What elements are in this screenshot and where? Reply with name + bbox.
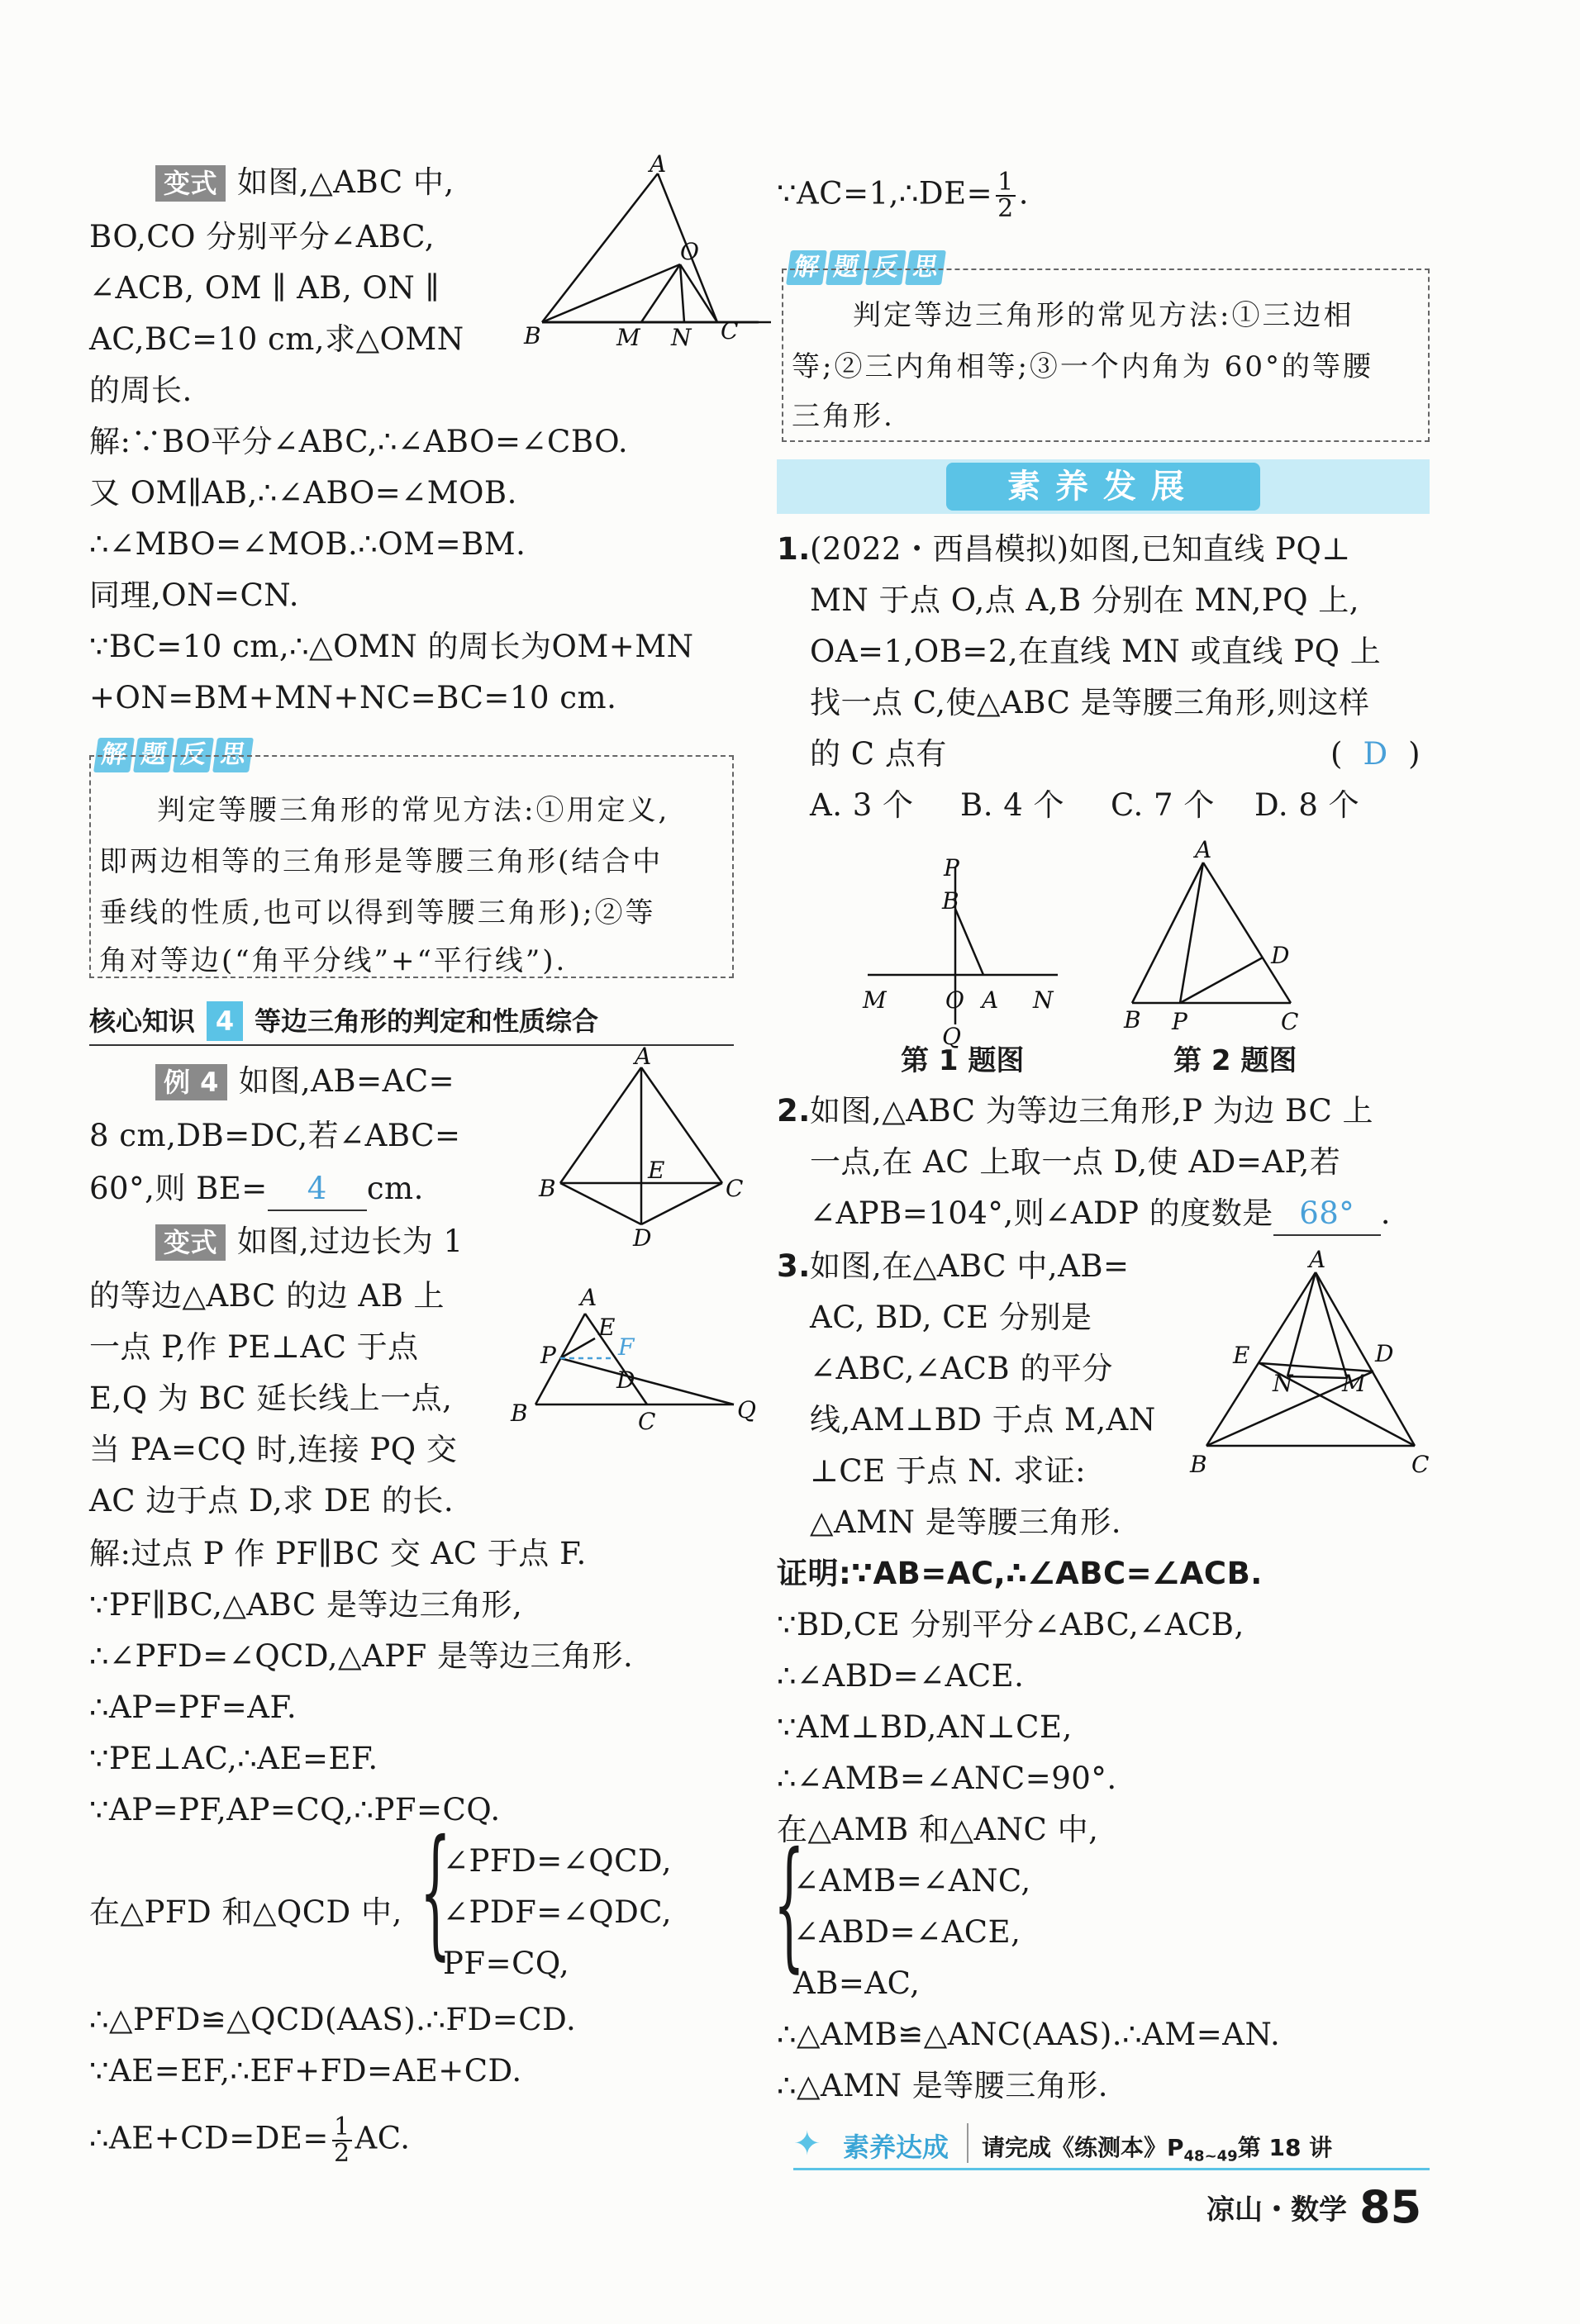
figure-q2: [1124, 829, 1347, 1044]
svg-text:E: E: [648, 1157, 665, 1184]
svg-text:M: M: [863, 986, 887, 1014]
reflect1-line-3: 角对等边(“角平分线”+“平行线”).: [99, 944, 568, 977]
svg-text:E: E: [1233, 1342, 1250, 1369]
q3-proof-2: ∴∠ABD=∠ACE.: [777, 1658, 1025, 1694]
svg-text:D: D: [1271, 942, 1290, 969]
q3-line-2: ∠ABC,∠ACB 的平分: [810, 1351, 1113, 1386]
svg-text:D: D: [1375, 1340, 1394, 1367]
page-footer: [1206, 2181, 1421, 2233]
footer-badge: 素养达成: [843, 2132, 949, 2163]
example-tag: 例 4: [155, 1064, 227, 1100]
q3-proof-5: 在△AMB 和△ANC 中,: [777, 1812, 1099, 1847]
svg-text:A: A: [635, 1043, 652, 1070]
reflect-box-1: [89, 755, 734, 978]
svg-text:O: O: [945, 986, 964, 1014]
svg-text:A: A: [580, 1284, 597, 1311]
q3-after-1: ∴△AMN 是等腰三角形.: [777, 2068, 1108, 2103]
svg-text:P: P: [540, 1342, 556, 1369]
q3-line-5: △AMN 是等腰三角形.: [810, 1504, 1121, 1540]
figure-triangle-omn: [519, 150, 742, 355]
svg-text:B: B: [1124, 1006, 1141, 1034]
variant2-final: ∴AE+CD=DE= $\frac{1}{2}$ AC.: [89, 2113, 411, 2168]
q3-line-4: ⊥CE 于点 N. 求证:: [810, 1453, 1087, 1489]
variant2-sol-5: ∵AP=PF,AP=CQ,∴PF=CQ.: [89, 1792, 501, 1827]
svg-text:B: B: [539, 1175, 556, 1202]
q3-system-2: AB=AC,: [793, 1965, 921, 2001]
reflect1-line-1: 即两边相等的三角形是等腰三角形(结合中: [99, 845, 664, 878]
variant2-system-2: PF=CQ,: [443, 1946, 570, 1981]
q3-system-1: ∠ABD=∠ACE,: [793, 1914, 1021, 1950]
variant1-sol-5: +ON=BM+MN+NC=BC=10 cm.: [89, 680, 617, 715]
variant1-sol-2: ∴∠MBO=∠MOB.∴OM=BM.: [89, 526, 526, 562]
svg-text:C: C: [638, 1408, 656, 1435]
svg-text:F: F: [618, 1333, 635, 1361]
svg-text:C: C: [1281, 1008, 1299, 1035]
q3-system-0: ∠AMB=∠ANC,: [793, 1863, 1031, 1899]
figure-q3: [1190, 1239, 1430, 1479]
svg-text:B: B: [524, 322, 541, 349]
svg-text:M: M: [1342, 1370, 1366, 1397]
svg-text:Q: Q: [942, 1023, 961, 1050]
variant1-sol-4: ∵BC=10 cm,∴△OMN 的周长为OM+MN: [89, 629, 694, 664]
svg-text:C: C: [721, 317, 739, 345]
q1-answer: D: [1363, 736, 1388, 772]
variant2-after-0: ∴△PFD≌△QCD(AAS).∴FD=CD.: [89, 2002, 577, 2037]
top-continuation: ∵AC=1,∴DE= $\frac{1}{2}$ .: [777, 168, 1029, 223]
example4-line-0: 例 4 如图,AB=AC=: [155, 1061, 454, 1102]
reflect-title-1: 解 题 反 思: [96, 738, 251, 772]
svg-text:N: N: [1273, 1370, 1293, 1397]
section-banner: [777, 459, 1430, 514]
q1-answer-bracket: ( D ): [1330, 736, 1421, 772]
system-brace-2: {: [773, 1823, 805, 1986]
svg-text:A: A: [1195, 836, 1212, 863]
svg-text:B: B: [942, 887, 959, 915]
variant1-line-1: BO,CO 分别平分∠ABC,: [89, 219, 435, 254]
figure-example4: [535, 1043, 750, 1252]
svg-text:N: N: [671, 324, 692, 351]
svg-text:A: A: [650, 150, 667, 178]
variant2-sol-2: ∴∠PFD=∠QCD,△APF 是等边三角形.: [89, 1638, 634, 1674]
example4-line-2: 60°,则 BE= 4 cm.: [89, 1168, 424, 1211]
reflect-box-2: [782, 269, 1430, 442]
reflect2-line-0: 判定等边三角形的常见方法:①三边相: [853, 299, 1354, 332]
page-number: 85: [1359, 2181, 1422, 2233]
q1-line-0: (2022・西昌模拟)如图,已知直线 PQ⊥: [810, 531, 1351, 567]
q3-line-1: AC, BD, CE 分别是: [810, 1300, 1092, 1335]
q1-number: 1.: [777, 531, 811, 567]
reflect1-line-0: 判定等腰三角形的常见方法:①用定义,: [157, 794, 670, 827]
q3-line-3: 线,AM⊥BD 于点 M,AN: [810, 1402, 1156, 1438]
variant2-sol-0: 解:过点 P 作 PF∥BC 交 AC 于点 F.: [89, 1536, 587, 1571]
variant2-line-0: 变式 如图,过边长为 1: [155, 1221, 464, 1262]
system-brace: {: [420, 1810, 451, 1974]
svg-text:P: P: [1172, 1008, 1187, 1035]
variant1-line-0: 变式 如图,△ABC 中,: [155, 162, 454, 203]
variant1-line-2: ∠ACB, OM ∥ AB, ON ∥: [89, 270, 440, 306]
footer-divider: [967, 2123, 968, 2163]
svg-text:O: O: [680, 238, 699, 265]
q2-line-0: 如图,△ABC 为等边三角形,P 为边 BC 上: [810, 1093, 1374, 1129]
q3-proof-4: ∴∠AMB=∠ANC=90°.: [777, 1761, 1117, 1796]
variant2-line-5: AC 边于点 D,求 DE 的长.: [89, 1483, 454, 1518]
q1-line-1: MN 于点 O,点 A,B 分别在 MN,PQ 上,: [810, 582, 1360, 618]
variant1-sol-0: 解:∵BO平分∠ABC,∴∠ABO=∠CBO.: [89, 424, 629, 459]
q2-line-2: ∠APB=104°,则∠ADP 的度数是 68° .: [810, 1193, 1391, 1236]
example4-answer: 4: [268, 1168, 367, 1211]
footer-bar: [793, 2122, 1430, 2170]
variant1-sol-1: 又 OM∥AB,∴∠ABO=∠MOB.: [89, 475, 517, 511]
svg-text:P: P: [944, 854, 959, 882]
q3-proof-3: ∵AM⊥BD,AN⊥CE,: [777, 1709, 1073, 1745]
svg-text:E: E: [598, 1314, 616, 1341]
variant1-line-4: 的周长.: [89, 373, 193, 408]
reflect2-line-2: 三角形.: [792, 400, 895, 433]
q3-proof-1: ∵BD,CE 分别平分∠ABC,∠ACB,: [777, 1607, 1244, 1642]
q1-option-d: D. 8 个: [1254, 787, 1360, 823]
variant2-line-2: 一点 P,作 PE⊥AC 于点: [89, 1329, 419, 1365]
variant1-line-3: AC,BC=10 cm,求△OMN: [89, 321, 464, 357]
variant2-sol-3: ∴AP=PF=AF.: [89, 1690, 297, 1725]
q1-line-4: 的 C 点有: [810, 736, 947, 772]
q3-after-0: ∴△AMB≌△ANC(AAS).∴AM=AN.: [777, 2017, 1281, 2052]
q1-option-c: C. 7 个: [1111, 787, 1215, 823]
example4-line-1: 8 cm,DB=DC,若∠ABC=: [89, 1118, 461, 1153]
variant-tag: 变式: [155, 165, 226, 202]
q1-option-b: B. 4 个: [960, 787, 1065, 823]
q2-line-1: 一点,在 AC 上取一点 D,使 AD=AP,若: [810, 1144, 1341, 1180]
q3-number: 3.: [777, 1248, 811, 1284]
svg-text:C: C: [726, 1175, 744, 1202]
variant2-system-0: ∠PFD=∠QCD,: [443, 1843, 672, 1879]
q3-line-0: 如图,在△ABC 中,AB=: [810, 1248, 1130, 1284]
variant1-sol-3: 同理,ON=CN.: [89, 577, 300, 613]
knowledge-heading: 核心知识 4 等边三角形的判定和性质综合: [89, 1001, 598, 1041]
q1-option-a: A. 3 个: [810, 787, 914, 823]
variant2-after-1: ∵AE=EF,∴EF+FD=AE+CD.: [89, 2053, 522, 2089]
runner-icon: ✦: [793, 2125, 821, 2163]
svg-text:D: D: [633, 1224, 652, 1252]
svg-text:M: M: [616, 324, 640, 351]
q1-line-3: 找一点 C,使△ABC 是等腰三角形,则这样: [810, 685, 1370, 720]
variant2-sol-1: ∵PF∥BC,△ABC 是等边三角形,: [89, 1587, 523, 1623]
page-label: 凉山・数学: [1206, 2193, 1347, 2227]
section-title: 素养发展: [946, 463, 1260, 511]
q1-line-2: OA=1,OB=2,在直线 MN 或直线 PQ 上: [810, 634, 1382, 669]
variant2-system-1: ∠PDF=∠QDC,: [443, 1894, 672, 1930]
variant2-line-3: E,Q 为 BC 延长线上一点,: [89, 1381, 453, 1416]
variant2-system-prefix: 在△PFD 和△QCD 中,: [89, 1894, 402, 1930]
fig1-caption: 第 1 题图: [901, 1044, 1025, 1077]
svg-text:B: B: [511, 1400, 528, 1427]
variant-tag-2: 变式: [155, 1224, 226, 1261]
fig2-caption: 第 2 题图: [1173, 1044, 1297, 1077]
figure-variant2: [502, 1272, 756, 1438]
svg-text:D: D: [616, 1366, 635, 1394]
variant2-line-1: 的等边△ABC 的边 AB 上: [89, 1278, 445, 1314]
svg-text:N: N: [1033, 986, 1054, 1014]
footer-text: 请完成《练测本》$P_{48\sim 49}$第 18 讲: [982, 2134, 1333, 2165]
svg-text:A: A: [1309, 1246, 1326, 1273]
reflect2-line-1: 等;②三内角相等;③一个内角为 60°的等腰: [792, 350, 1373, 383]
q2-number: 2.: [777, 1093, 811, 1129]
svg-text:C: C: [1411, 1451, 1430, 1478]
q3-proof-0: 证明:∵AB=AC,∴∠ABC=∠ACB.: [777, 1556, 1263, 1591]
svg-text:A: A: [982, 986, 999, 1014]
reflect-title-2: 解 题 反 思: [788, 250, 944, 285]
reflect1-line-2: 垂线的性质,也可以得到等腰三角形);②等: [99, 896, 656, 929]
figure-q1: [859, 851, 1058, 1050]
q2-answer: 68°: [1273, 1193, 1381, 1236]
variant2-line-4: 当 PA=CQ 时,连接 PQ 交: [89, 1432, 458, 1467]
variant2-sol-4: ∵PE⊥AC,∴AE=EF.: [89, 1741, 378, 1776]
svg-text:Q: Q: [737, 1396, 756, 1423]
svg-text:B: B: [1190, 1451, 1207, 1478]
